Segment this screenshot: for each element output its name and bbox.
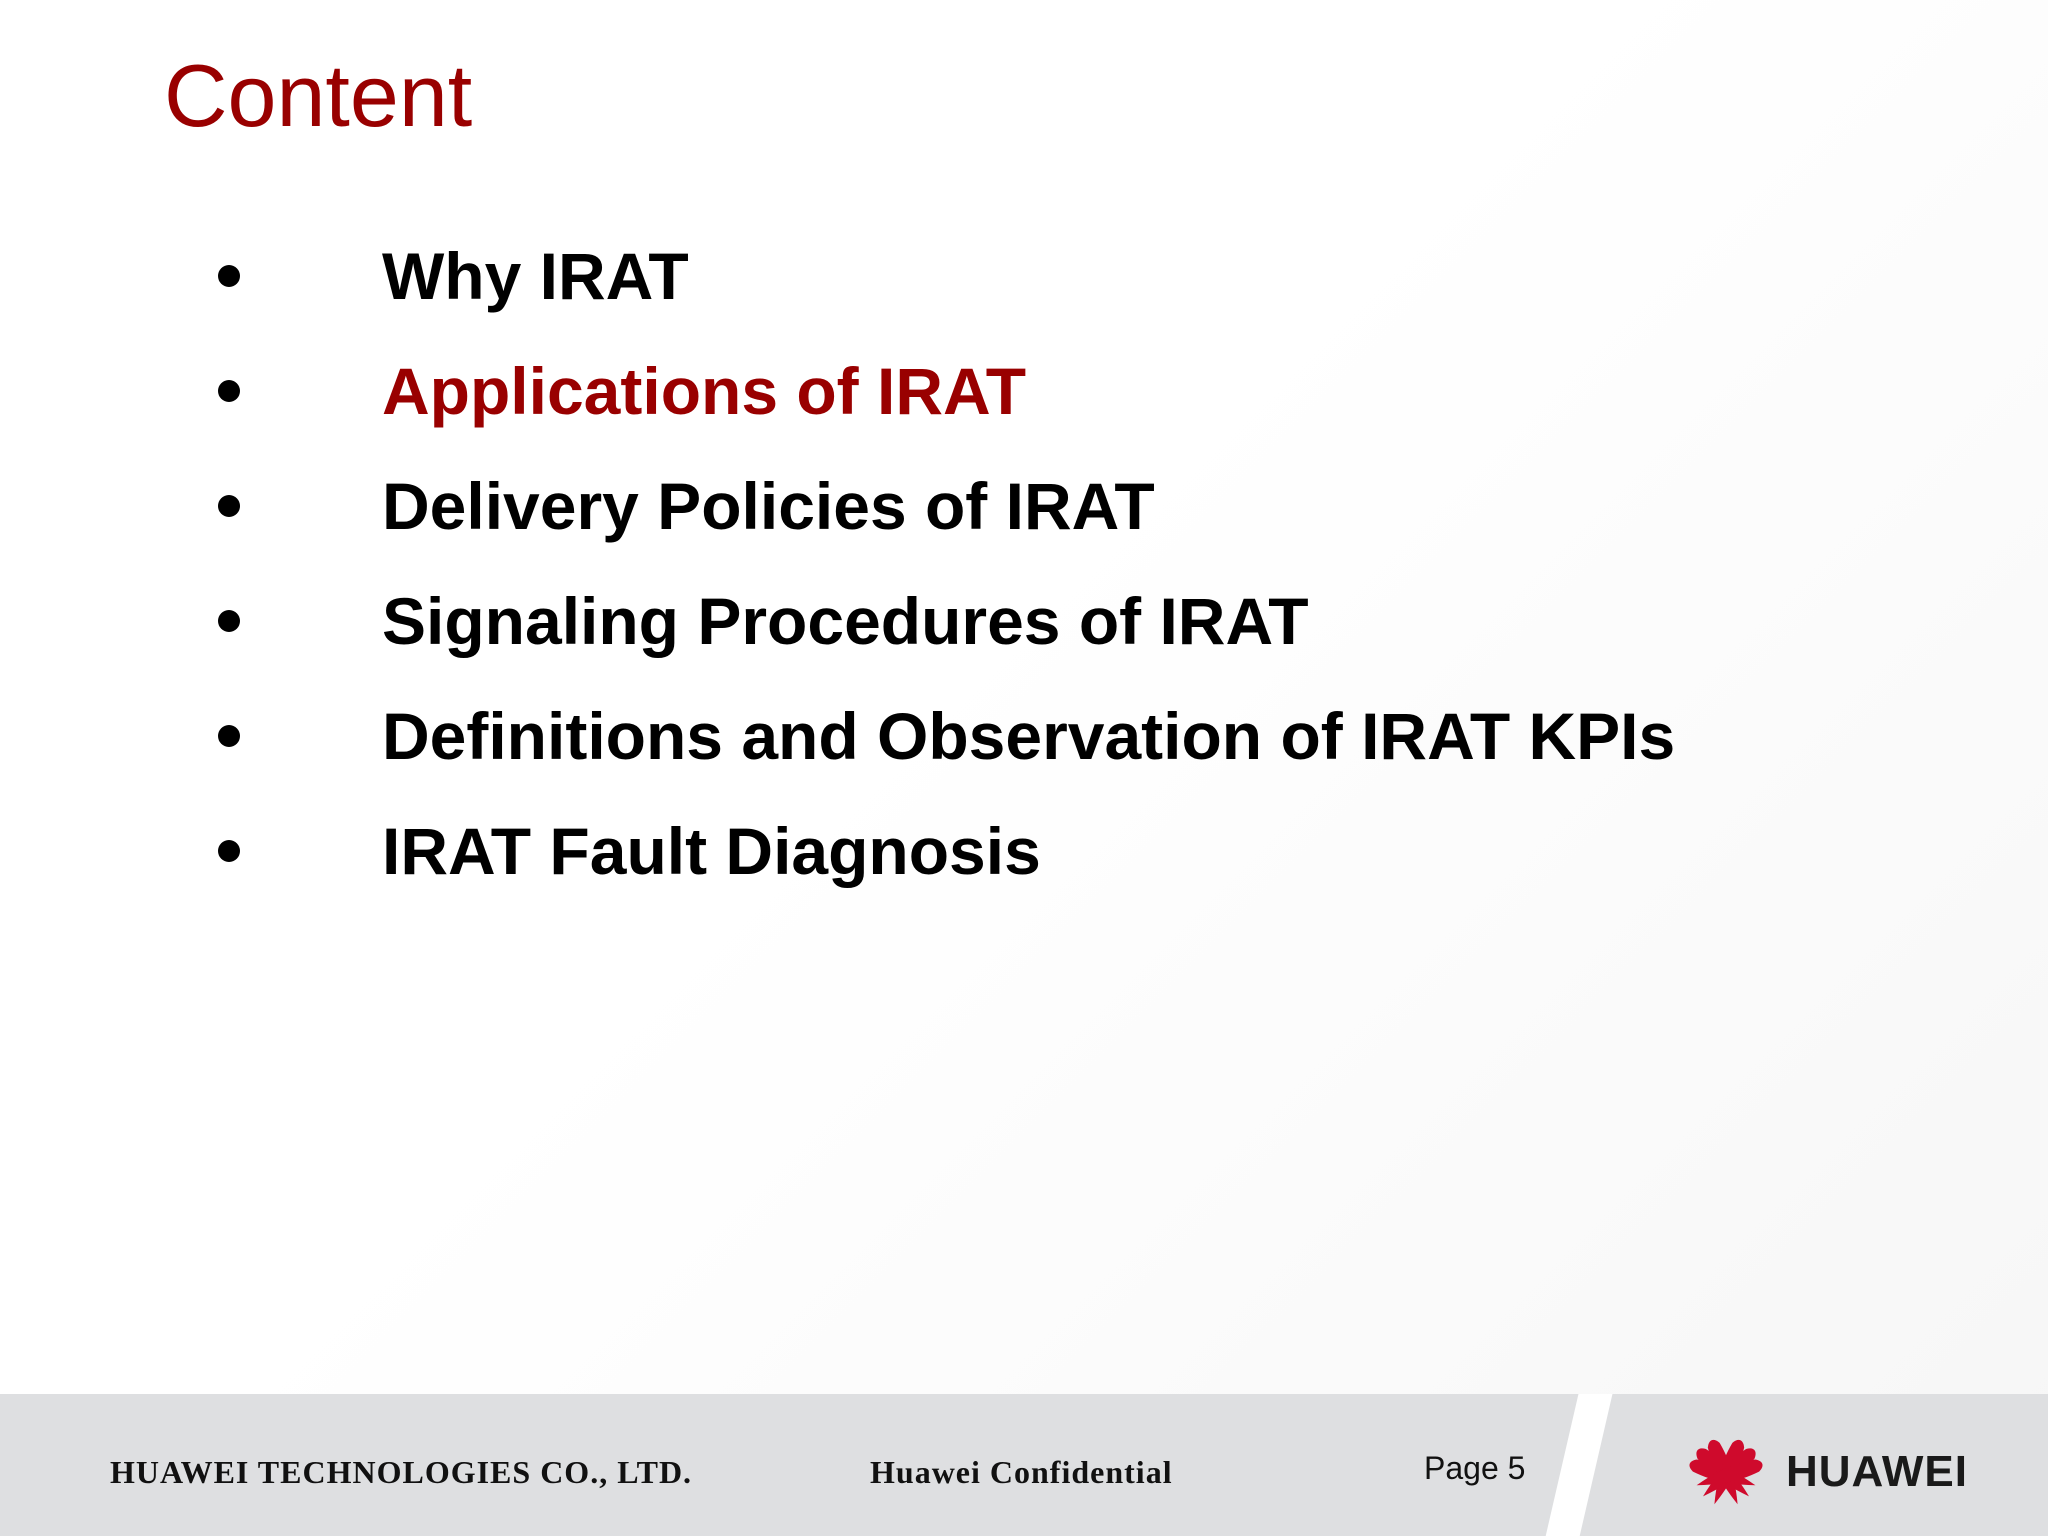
agenda-item-why-irat (218, 218, 1675, 333)
agenda-item-label: Definitions and Observation of IRAT KPIs (382, 698, 1676, 773)
page-number: Page 5 (1424, 1450, 1526, 1486)
agenda-item-delivery-policies (218, 448, 1675, 563)
bullet-icon (218, 610, 240, 632)
bullet-icon (218, 380, 240, 402)
agenda-item-fault-diagnosis (218, 793, 1675, 908)
bullet-icon (218, 495, 240, 517)
agenda-item-label: Signaling Procedures of IRAT (382, 583, 1309, 658)
bullet-icon (218, 840, 240, 862)
bullet-icon (218, 725, 240, 747)
agenda-item-label: IRAT Fault Diagnosis (382, 813, 1041, 888)
huawei-brand-text: HUAWEI (1786, 1447, 1968, 1496)
footer-confidential-label: Huawei Confidential (870, 1454, 1173, 1490)
agenda-item-label: Applications of IRAT (382, 353, 1027, 428)
agenda-item-kpi-definitions (218, 678, 1675, 793)
agenda-item-signaling-procedures (218, 563, 1675, 678)
footer-divider (1537, 1394, 1617, 1536)
agenda-item-label: Delivery Policies of IRAT (382, 468, 1155, 543)
agenda-item-applications (218, 333, 1675, 448)
footer-company-name: HUAWEI TECHNOLOGIES CO., LTD. (110, 1454, 693, 1490)
huawei-petal-logo-icon (1680, 1432, 1772, 1512)
huawei-logo (1680, 1432, 1968, 1512)
slide-footer (0, 1394, 2048, 1536)
slide-title: Content (164, 46, 473, 145)
bullet-icon (218, 265, 240, 287)
agenda-item-label: Why IRAT (382, 238, 689, 313)
agenda-list (218, 218, 1675, 908)
